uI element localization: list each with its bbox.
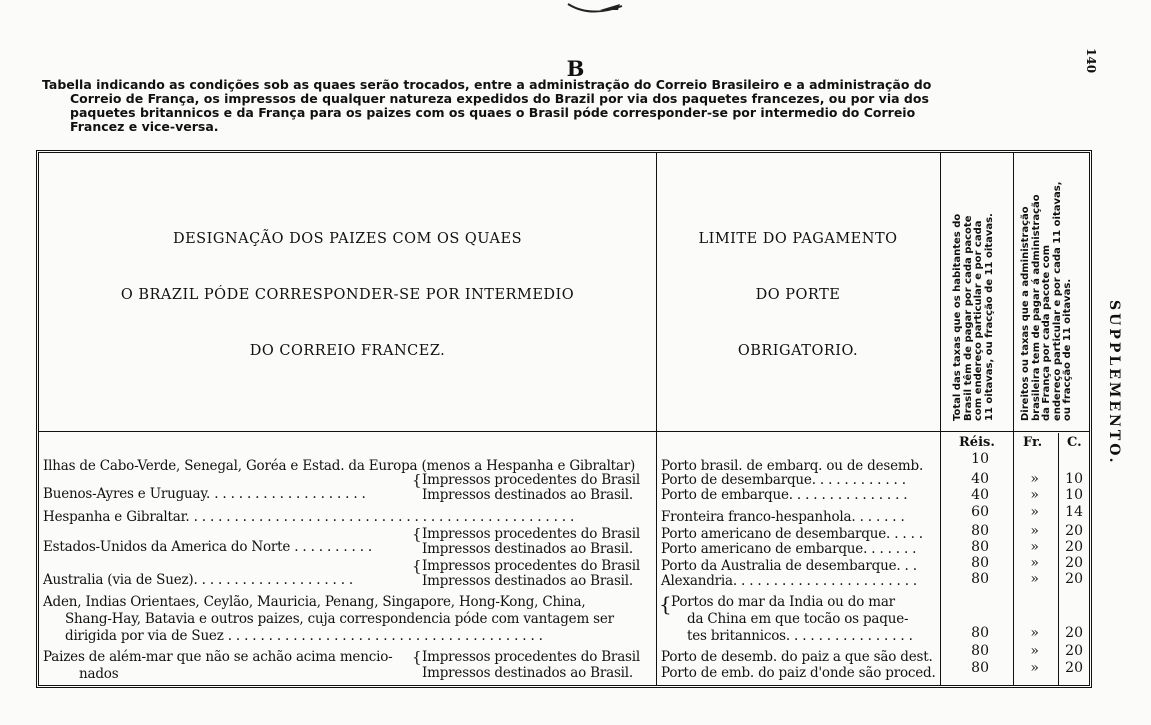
row2-c2: 10	[1065, 487, 1083, 503]
row3-limit: Fronteira franco-hespanhola. . . . . . .	[661, 509, 905, 525]
row5-reis1: 80	[971, 555, 989, 571]
row6-limit2: da China em que tocão os paque-	[687, 611, 909, 627]
brace-icon: {	[412, 648, 422, 666]
page-number: 140	[1084, 48, 1098, 74]
row5-fr2: »	[1030, 571, 1039, 587]
row7-reis1: 80	[971, 643, 989, 659]
brace-icon: {	[659, 592, 672, 616]
row4-sub1: Impressos procedentes do Brasil	[422, 526, 641, 542]
row6-reis: 80	[971, 625, 989, 641]
header-designation-1: DESIGNAÇÃO DOS PAIZES COM OS QUAES	[172, 231, 523, 247]
row7-c2: 20	[1065, 660, 1083, 676]
row2-reis1: 40	[971, 471, 989, 487]
row2-fr2: »	[1030, 487, 1039, 503]
row6-limit3: tes britannicos. . . . . . . . . . . . . . . .	[687, 628, 913, 644]
row2-country: Buenos-Ayres e Uruguay. . . . . . . . . . . . . . . . . . . .	[43, 486, 366, 502]
running-head: SUPPLEMENTO.	[1106, 300, 1122, 466]
row5-fr1: »	[1030, 555, 1039, 571]
row7-line1: Paizes de além-mar que não se achão acima mencio-	[43, 649, 393, 665]
row5-c1: 20	[1065, 555, 1083, 571]
row3-fr: »	[1030, 504, 1039, 520]
brace-icon: {	[412, 471, 422, 489]
row7-sub1: Impressos procedentes do Brasil	[422, 649, 641, 665]
caption-line: paquetes britannicos e da França para os paizes com os quaes o Brasil póde corresponder-se por intermedio do Correio	[70, 105, 916, 120]
ornament-icon	[560, 0, 630, 20]
row4-sub2: Impressos destinados ao Brasil.	[422, 541, 633, 557]
row7-fr2: »	[1030, 660, 1039, 676]
column-divider	[940, 153, 941, 685]
row2-fr1: »	[1030, 471, 1039, 487]
header-total-taxes: Total das taxas que os habitantes do Brasil têm de pagar por cada pacote com endereço particular e por cada 11 oitavas, ou fracção de 11 oitavas.	[952, 213, 995, 421]
brace-icon: {	[412, 525, 422, 543]
row4-limit1: Porto americano de desembarque. . . . .	[661, 526, 923, 542]
brace-icon: {	[412, 557, 422, 575]
row2-limit1: Porto de desembarque. . . . . . . . . . . .	[661, 472, 906, 488]
row6-line3: dirigida por via de Suez . . . . . . . . . . . . . . . . . . . . . . . . . . . . . . . . . . . . . . .	[65, 628, 543, 644]
row2-limit2: Porto de embarque. . . . . . . . . . . . . . .	[661, 487, 908, 503]
caption-line: Correio de França, os impressos de qualquer natureza expedidos do Brazil por via dos paquetes francezes, ou por via dos	[70, 91, 929, 106]
row7-fr1: »	[1030, 643, 1039, 659]
row4-reis2: 80	[971, 539, 989, 555]
row2-c1: 10	[1065, 471, 1083, 487]
rates-table	[36, 150, 1092, 688]
row1-limit: Porto brasil. de embarq. ou de desemb.	[661, 458, 924, 474]
header-limit-1: LIMITE DO PAGAMENTO	[698, 231, 898, 247]
row7-limit2: Porto de emb. do paiz d'onde são proced.	[661, 665, 936, 681]
header-designation-2: O BRAZIL PÓDE CORRESPONDER-SE POR INTERMEDIO	[120, 287, 575, 303]
header-designation-3: DO CORREIO FRANCEZ.	[249, 343, 446, 359]
row5-reis2: 80	[971, 571, 989, 587]
row4-fr2: »	[1030, 539, 1039, 555]
row5-country: Australia (via de Suez). . . . . . . . . . . . . . . . . . . .	[43, 572, 354, 588]
row4-c1: 20	[1065, 523, 1083, 539]
row7-line2: nados	[79, 666, 119, 682]
unit-c: C.	[1067, 435, 1082, 450]
row2-sub2: Impressos destinados ao Brasil.	[422, 487, 633, 503]
row5-sub2: Impressos destinados ao Brasil.	[422, 573, 633, 589]
row3-reis: 60	[971, 504, 989, 520]
row2-reis2: 40	[971, 487, 989, 503]
row3-country: Hespanha e Gibraltar. . . . . . . . . . . . . . . . . . . . . . . . . . . . . . . . . . . . . . . . . . . . . . . .	[43, 509, 575, 525]
section-letter: B	[566, 56, 585, 81]
row4-c2: 20	[1065, 539, 1083, 555]
row2-sub1: Impressos procedentes do Brasil	[422, 472, 641, 488]
row4-limit2: Porto americano de embarque. . . . . . .	[661, 541, 917, 557]
row6-fr: »	[1030, 625, 1039, 641]
row6-limit1: Portos do mar da India ou do mar	[671, 594, 895, 610]
row5-c2: 20	[1065, 571, 1083, 587]
header-limit-2: DO PORTE	[755, 287, 841, 303]
caption-line: Francez e vice-versa.	[70, 119, 219, 134]
header-rights: Direitos ou taxas que a administração brasileira tem de pagar á administração da França por cada pacote com endereço particular e por cada 11 oitavas, ou fracção de 11 oitavas.	[1020, 181, 1073, 421]
row4-fr1: »	[1030, 523, 1039, 539]
table-caption	[42, 78, 1102, 134]
caption-line: Tabella indicando as condições sob as quaes serão trocados, entre a administração do Correio Brasileiro e a administração do	[42, 77, 932, 92]
row6-line1: Aden, Indias Orientaes, Ceylão, Mauricia, Penang, Singapore, Hong-Kong, China,	[43, 594, 586, 610]
row1-country: Ilhas de Cabo-Verde, Senegal, Goréa e Estad. da Europa (menos a Hespanha e Gibraltar)	[43, 458, 636, 474]
row7-c1: 20	[1065, 643, 1083, 659]
row6-c: 20	[1065, 625, 1083, 641]
header-divider	[39, 431, 1089, 432]
row4-reis1: 80	[971, 523, 989, 539]
unit-reis: Réis.	[959, 435, 995, 450]
unit-fr: Fr.	[1023, 435, 1043, 450]
header-limit-3: OBRIGATORIO.	[737, 343, 859, 359]
row5-limit1: Porto da Australia de desembarque. . .	[661, 558, 917, 574]
row7-reis2: 80	[971, 660, 989, 676]
row6-line2: Shang-Hay, Batavia e outros paizes, cuja correspondencia póde com vantagem ser	[65, 611, 614, 627]
row5-limit2: Alexandria. . . . . . . . . . . . . . . . . . . . . . .	[661, 573, 917, 589]
row7-limit1: Porto de desemb. do paiz a que são dest.	[661, 649, 933, 665]
row4-country: Estados-Unidos da America do Norte . . . . . . . . . .	[43, 539, 372, 555]
row5-sub1: Impressos procedentes do Brasil	[422, 558, 641, 574]
row3-c: 14	[1065, 504, 1083, 520]
column-divider	[1013, 153, 1014, 685]
row1-reis: 10	[971, 451, 989, 467]
row7-sub2: Impressos destinados ao Brasil.	[422, 665, 633, 681]
